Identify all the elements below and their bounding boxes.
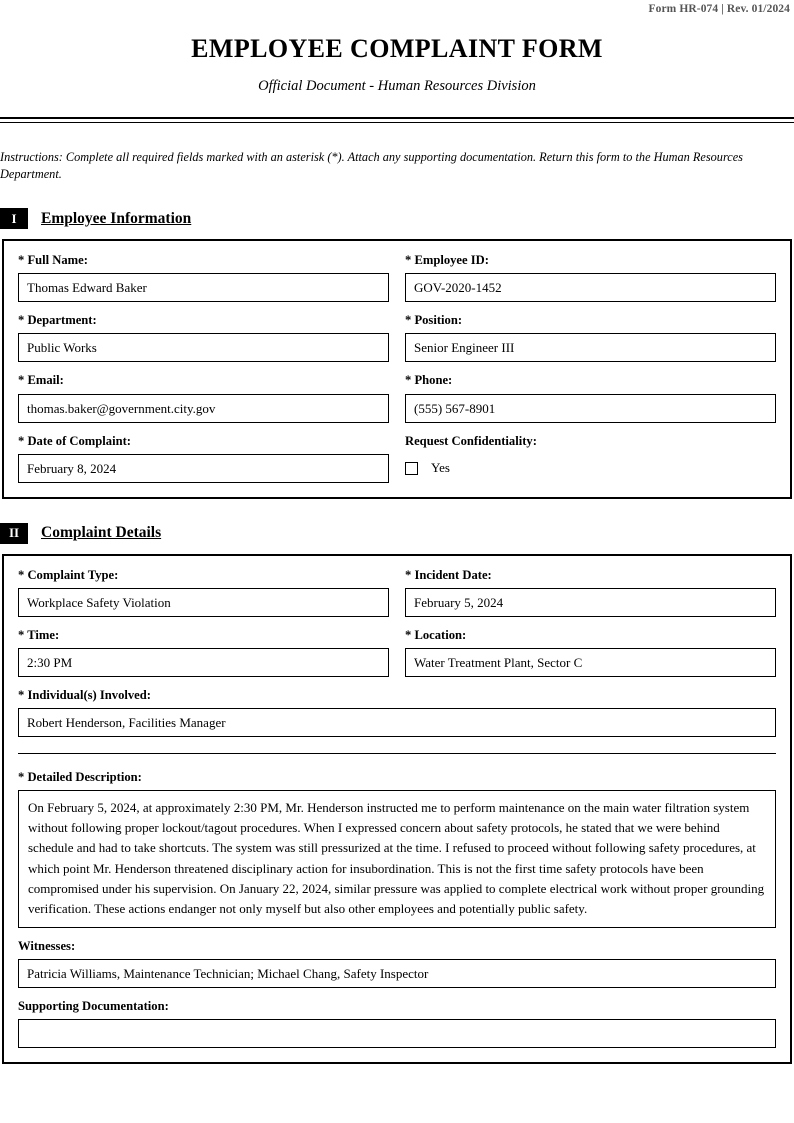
employee-id-label: * Employee ID: [405,253,489,268]
field-request-confidentiality [405,434,776,483]
field-employee-id [405,253,776,302]
full-name-input[interactable]: Thomas Edward Baker [18,273,389,302]
incident-date-label: * Incident Date: [405,567,492,582]
request-confidentiality-label: Request Confidentiality: [405,433,537,448]
field-email [18,373,389,422]
employee-id-input[interactable]: GOV-2020-1452 [405,273,776,302]
section-complaint-details [2,554,792,1065]
confidentiality-checkbox[interactable] [405,462,418,475]
page-title: EMPLOYEE COMPLAINT FORM [191,34,603,63]
department-label: * Department: [18,313,97,328]
complaint-section-divider [18,753,776,754]
complaint-details-grid [18,568,776,677]
field-witnesses [18,939,776,988]
field-incident-date [405,568,776,617]
complaint-details-left-column [18,568,389,677]
section-title-label: Employee Information [41,209,192,227]
position-input[interactable]: Senior Engineer III [405,333,776,362]
full-name-label: * Full Name: [18,253,88,268]
employee-info-grid [18,253,776,482]
location-input[interactable]: Water Treatment Plant, Sector C [405,648,776,677]
email-input[interactable]: thomas.baker@government.city.gov [18,394,389,423]
field-time [18,628,389,677]
time-input[interactable]: 2:30 PM [18,648,389,677]
field-full-name [18,253,389,302]
witnesses-input[interactable]: Patricia Williams, Maintenance Technician; Michael Chang, Safety Inspector [18,959,776,988]
phone-input[interactable]: (555) 567-8901 [405,394,776,423]
time-label: * Time: [18,627,60,642]
detailed-description-label: * Detailed Description: [18,770,142,785]
field-date-of-complaint [18,434,389,483]
date-of-complaint-input[interactable]: February 8, 2024 [18,454,389,483]
field-individuals-involved [18,688,776,737]
date-of-complaint-label: * Date of Complaint: [18,433,131,448]
confidentiality-checkbox-label: Yes [431,460,450,476]
location-label: * Location: [405,627,467,642]
position-label: * Position: [405,313,463,328]
incident-date-input[interactable]: February 5, 2024 [405,588,776,617]
field-complaint-type [18,568,389,617]
individuals-involved-input[interactable]: Robert Henderson, Facilities Manager [18,708,776,737]
witnesses-label: Witnesses: [18,938,76,953]
department-input[interactable]: Public Works [18,333,389,362]
complaint-type-input[interactable]: Workplace Safety Violation [18,588,389,617]
field-supporting-documentation [18,999,776,1048]
field-phone [405,373,776,422]
section-title-label: Complaint Details [41,524,162,542]
field-detailed-description [18,770,776,928]
complaint-type-label: * Complaint Type: [18,567,119,582]
section-number-badge: II [0,523,28,544]
header-divider [0,117,794,123]
supporting-documentation-label: Supporting Documentation: [18,999,169,1014]
section-number-badge: I [0,208,28,229]
section-employee-information [2,239,792,498]
confidentiality-checkbox-row[interactable] [405,454,776,483]
instructions-text: Instructions: Complete all required fields marked with an asterisk (*). Attach any supporting documentation. Return this form to the Human Resources Department. [0,149,743,182]
employee-info-right-column [405,253,776,482]
individuals-involved-label: * Individual(s) Involved: [18,687,151,702]
complaint-details-right-column [405,568,776,677]
page-subtitle: Official Document - Human Resources Division [258,77,536,94]
form-revision-meta: Form HR-074 | Rev. 01/2024 [648,3,790,15]
employee-info-left-column [18,253,389,482]
phone-label: * Phone: [405,373,453,388]
field-department [18,313,389,362]
section-header-employee-information [0,208,794,229]
field-location [405,628,776,677]
field-position [405,313,776,362]
section-header-complaint-details [0,523,794,544]
detailed-description-textarea[interactable]: On February 5, 2024, at approximately 2:30 PM, Mr. Henderson instructed me to perform maintenance on the main water filtration system without following proper lockout/tagout procedures. When I expressed concern about safety protocols, he stated that we were behind schedule and had to take shortcuts. The system was still pressurized at the time. I refused to proceed without following safety procedures, at which point Mr. Henderson threatened disciplinary action for insubordination. This is not the first time safety protocols have been compromised under his supervision. On January 22, 2024, similar pressure was applied to complete electrical work without proper grounding verification. These actions endanger not only myself but also other employees and potentially public safety. [18,790,776,928]
email-label: * Email: [18,373,64,388]
supporting-documentation-input[interactable] [18,1019,776,1048]
